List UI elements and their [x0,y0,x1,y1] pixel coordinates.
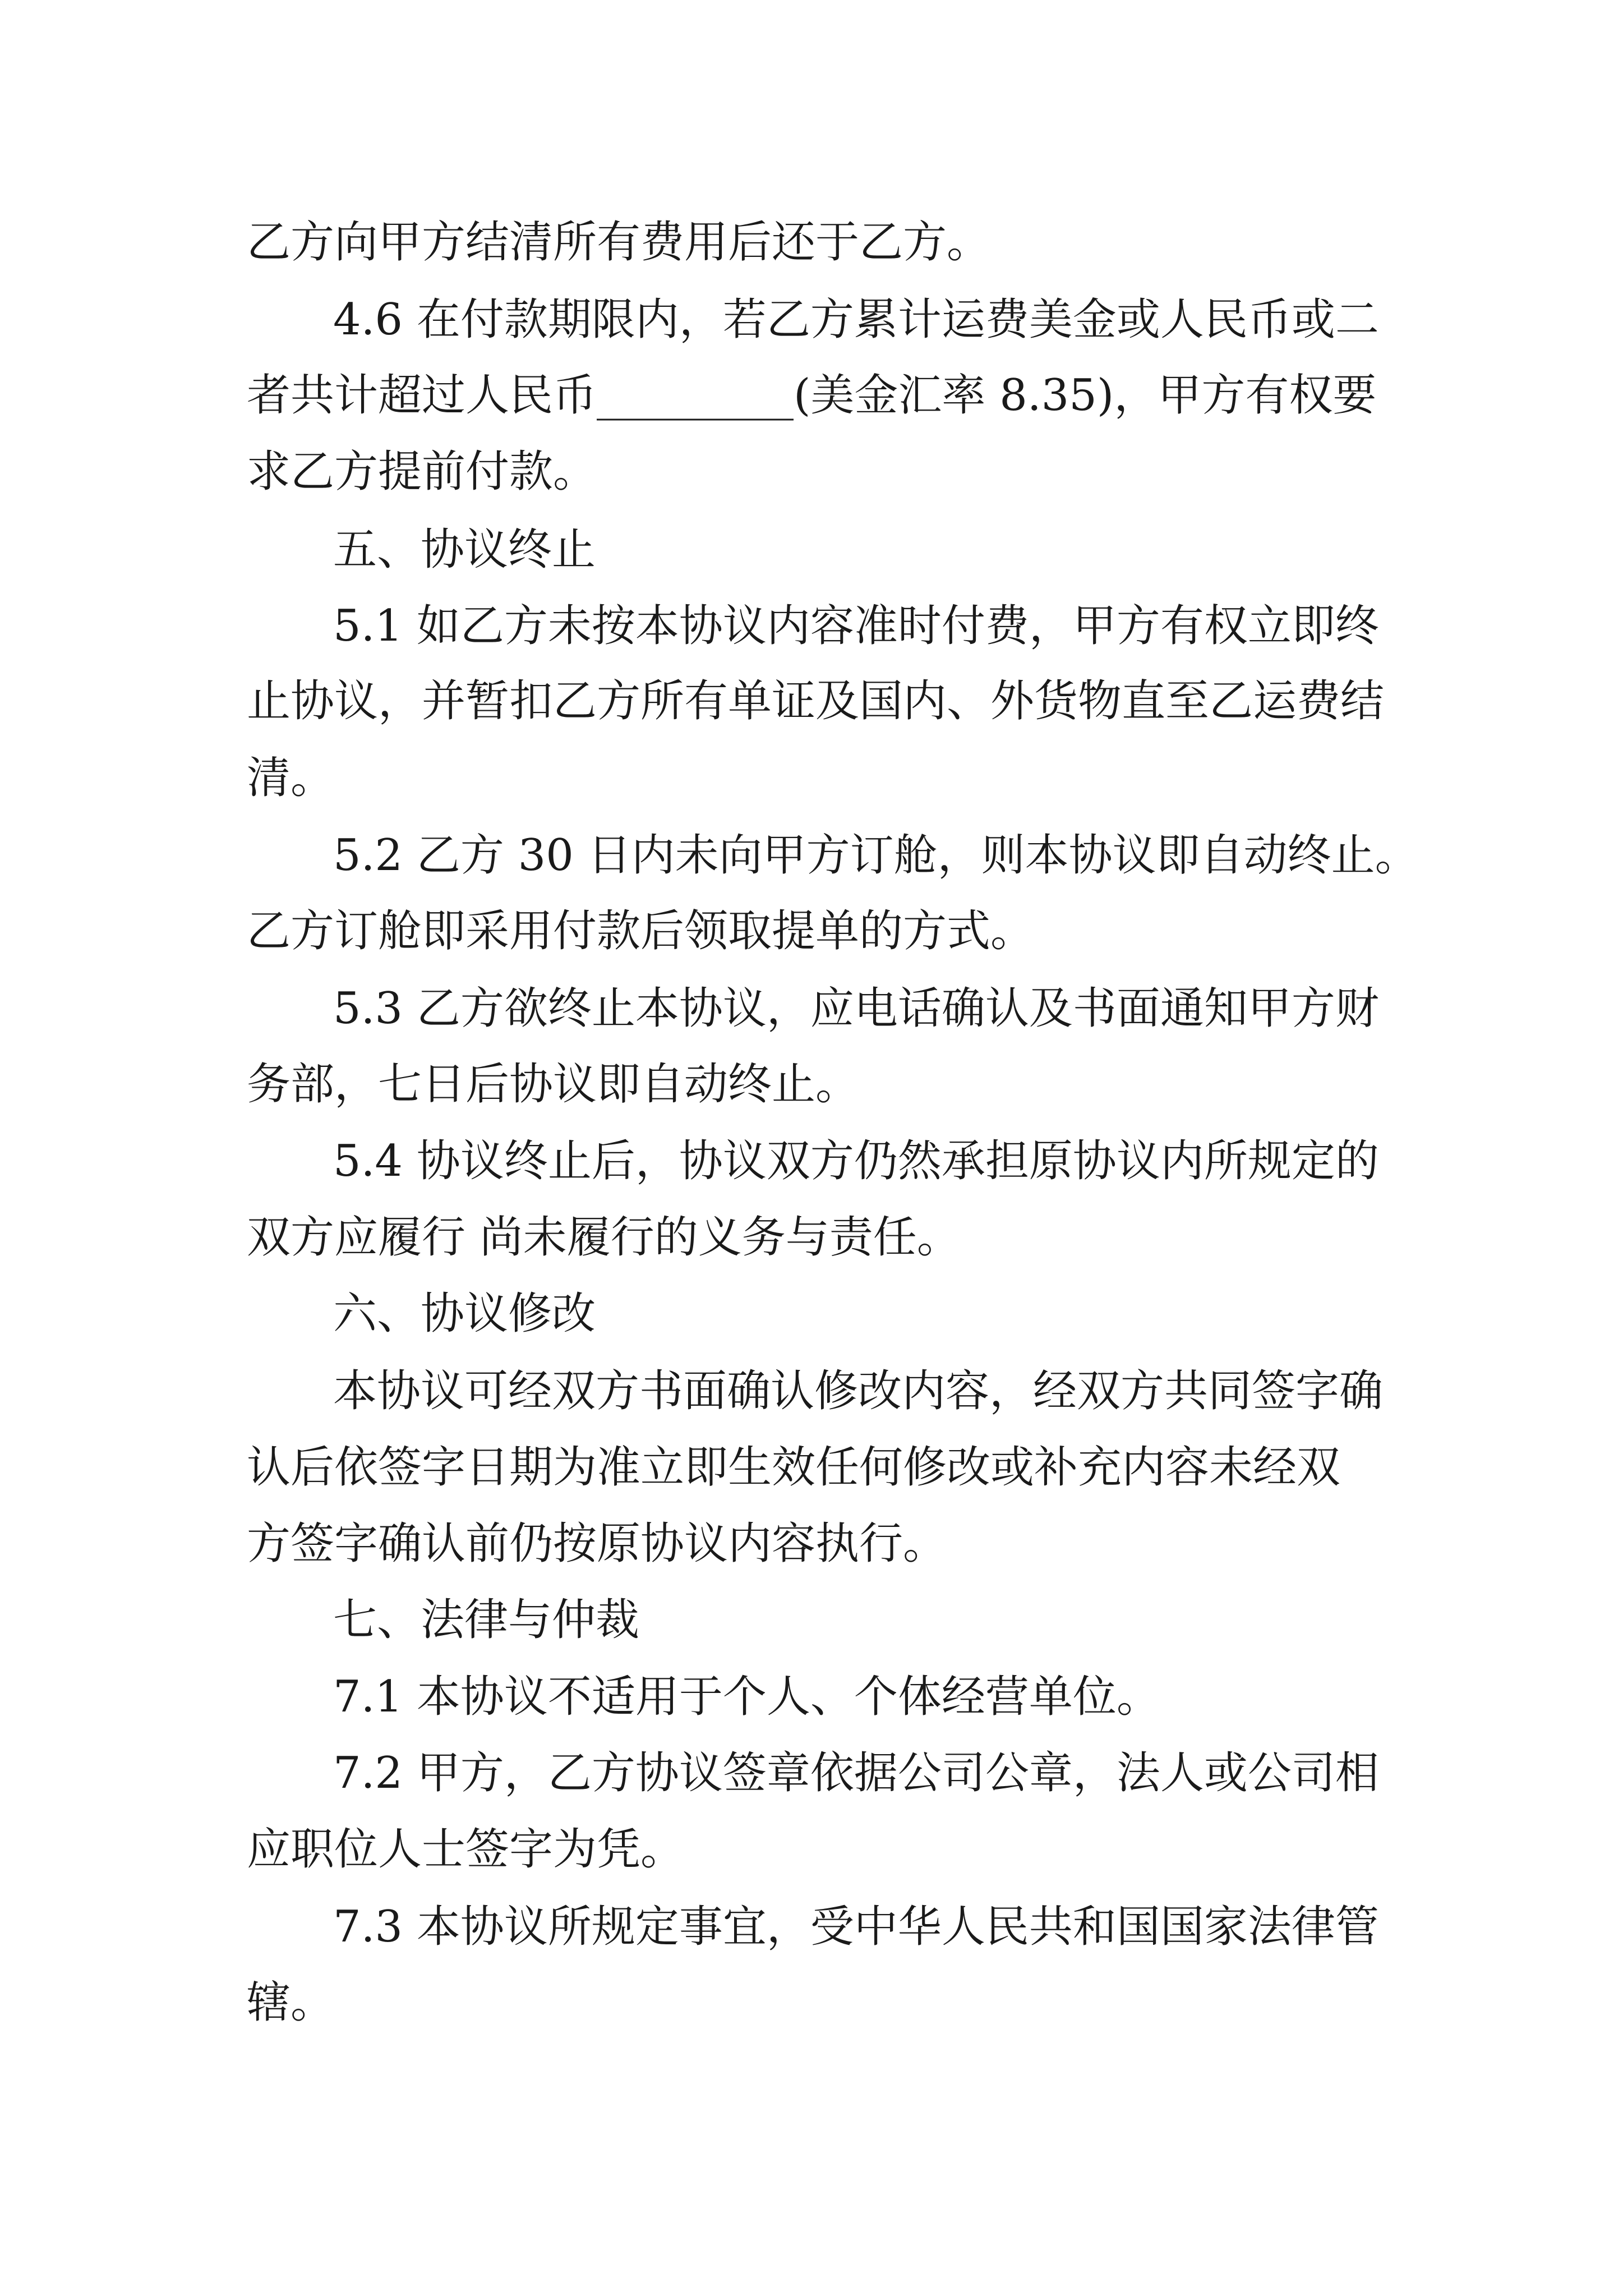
text-line: 5.2 乙方 30 日内未向甲方订舱，则本协议即自动终止。 [333,830,1419,881]
text-line: 方签字确认前仍按原协议内容执行。 [247,1519,947,1569]
text-line: 乙方向甲方结清所有费用后还于乙方。 [247,217,991,268]
text-line: 7.3 本协议所规定事宜，受中华人民共和国国家法律管 [333,1902,1379,1952]
text-line: 双方应履行 尚未履行的义务与责任。 [247,1212,961,1263]
text-line: 求乙方提前付款。 [247,447,597,497]
section-heading: 七、法律与仲裁 [333,1595,640,1645]
text-line: 止协议，并暂扣乙方所有单证及国内、外货物直至乙运费结 [247,676,1385,726]
text-line: 者共计超过人民币_________(美金汇率 8.35)，甲方有权要 [247,370,1377,421]
text-line: 5.1 如乙方未按本协议内容准时付费，甲方有权立即终 [333,601,1379,651]
text-line: 乙方订舱即采用付款后领取提单的方式。 [247,906,1035,956]
text-line: 认后依签字日期为准立即生效任何修改或补充内容未经双 [247,1442,1341,1493]
text-line: 5.4 协议终止后，协议双方仍然承担原协议内所规定的 [333,1136,1379,1186]
text-line: 5.3 乙方欲终止本协议，应电话确认及书面通知甲方财 [333,983,1379,1034]
text-line: 应职位人士签字为凭。 [247,1824,685,1875]
text-line: 清。 [247,753,335,803]
text-line: 务部，七日后协议即自动终止。 [247,1059,860,1110]
text-line: 本协议可经双方书面确认修改内容，经双方共同签字确 [333,1366,1384,1416]
section-heading: 五、协议终止 [333,524,596,575]
section-heading: 六、协议修改 [333,1289,596,1339]
text-line: 辖。 [247,1977,335,2028]
text-line: 7.1 本协议不适用于个人、个体经营单位。 [333,1672,1160,1722]
text-line: 7.2 甲方，乙方协议签章依据公司公章，法人或公司相 [333,1748,1379,1798]
text-line: 4.6 在付款期限内，若乙方累计运费美金或人民币或二 [333,295,1379,345]
